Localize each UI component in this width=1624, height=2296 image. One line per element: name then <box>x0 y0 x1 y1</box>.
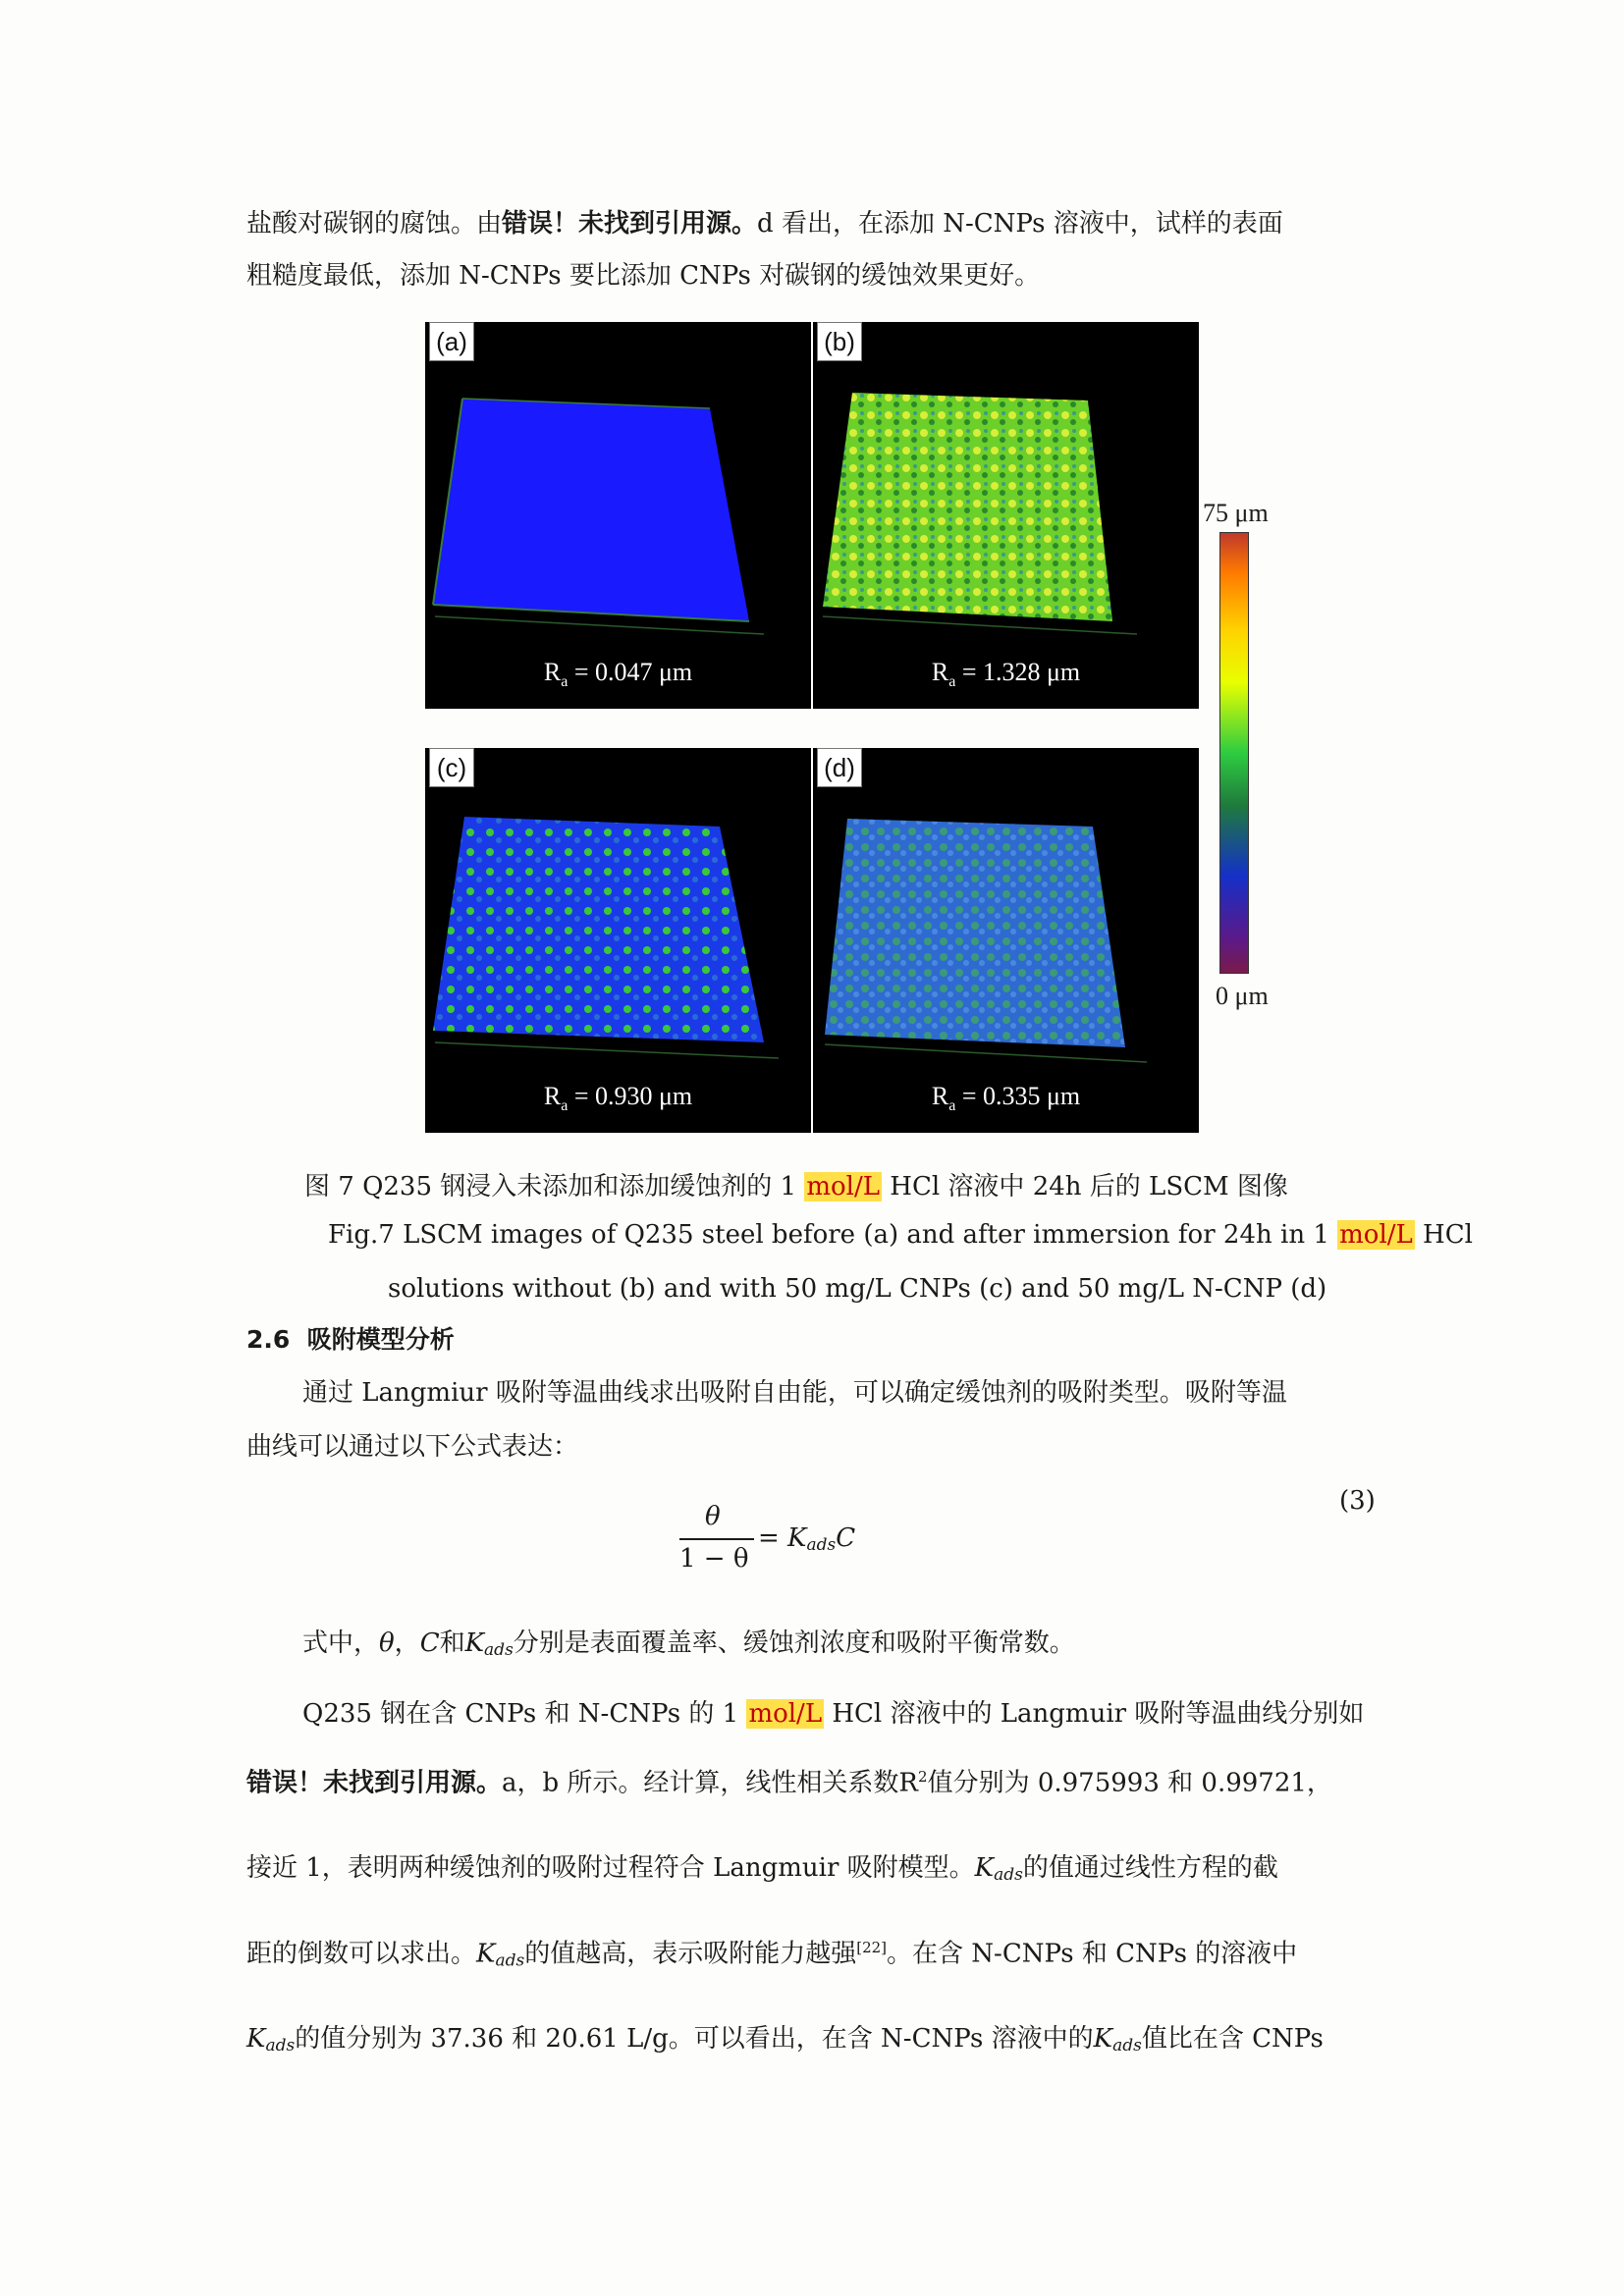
section-heading <box>246 1327 455 1352</box>
surface-plot-b <box>813 322 1199 709</box>
caption-english-2: solutions without (b) and with 50 mg/L CNPs (c) and 50 mg/L N-CNP (d) <box>388 1274 1327 1304</box>
equation-denominator: 1 − θ <box>679 1544 749 1574</box>
paragraph-1-line-1: 通过 Langmiur 吸附等温曲线求出吸附自由能，可以确定缓蚀剂的吸附类型。吸附等温 <box>302 1378 1287 1408</box>
fraction-bar <box>679 1538 754 1540</box>
equation-number: (3) <box>1339 1486 1376 1516</box>
intro-text: 盐酸对碳钢的腐蚀。由 <box>246 209 503 239</box>
intro-line-2: 粗糙度最低，添加 N-CNPs 要比添加 CNPs 对碳钢的缓蚀效果更好。 <box>246 261 1041 291</box>
section-number: 2.6 <box>246 1325 291 1354</box>
roughness-label: $R_a = 1.328$ μm <box>931 657 1081 690</box>
panel-d <box>813 748 1199 1133</box>
equation-numerator: θ <box>705 1502 721 1531</box>
surface-plot-a <box>425 322 811 709</box>
ref-error-text: 错误！未找到引用源。 <box>502 209 758 239</box>
colorbar-max-label: 75 μm <box>1203 499 1269 527</box>
roughness-label: $R_a = 0.930$ μm <box>543 1081 693 1114</box>
colorbar-min-label: 0 μm <box>1216 982 1269 1010</box>
panel-a <box>425 322 811 709</box>
panel-c <box>425 748 811 1133</box>
panel-label: (d) <box>817 748 862 787</box>
panel-label: (b) <box>817 322 862 361</box>
colorbar <box>1219 532 1249 974</box>
intro-text: d 看出，在添加 N-CNPs 溶液中，试样的表面 <box>757 209 1283 239</box>
panel-b <box>813 322 1199 709</box>
caption-english-1: Fig.7 LSCM images of Q235 steel before (a) and after immersion for 24h in 1 mol/L HCl <box>328 1220 1473 1250</box>
paragraph-1-line-2: 曲线可以通过以下公式表达： <box>246 1432 579 1462</box>
section-title: 吸附模型分析 <box>306 1325 455 1354</box>
roughness-label: $R_a = 0.335$ μm <box>931 1081 1081 1114</box>
panel-label: (a) <box>429 322 474 361</box>
equation-rhs: = $K_{ads}C$ <box>758 1523 856 1555</box>
surface-plot-d <box>813 748 1199 1133</box>
surface-plot-c <box>425 748 811 1133</box>
ref-error-text: 错误！未找到引用源。 <box>246 1768 503 1798</box>
paragraph-2-line-5: $K_{ads}$的值分别为 37.36 和 20.61 L/g。可以看出，在含 N-CNPs 溶液中的$K_{ads}$值比在含 CNPs <box>246 2024 1324 2056</box>
roughness-label: $R_a = 0.047$ μm <box>543 657 693 690</box>
panel-label: (c) <box>429 748 474 787</box>
paragraph-2-line-3: 接近 1，表明两种缓蚀剂的吸附过程符合 Langmuir 吸附模型。$K_{ads}$的值通过线性方程的截 <box>246 1853 1278 1885</box>
caption-chinese: 图 7 Q235 钢浸入未添加和添加缓蚀剂的 1 mol/L HCl 溶液中 24h 后的 LSCM 图像 <box>304 1172 1288 1201</box>
where-line: 式中，θ，C和$K_{ads}$分别是表面覆盖率、缓蚀剂浓度和吸附平衡常数。 <box>302 1629 1075 1660</box>
paragraph-2-line-2: 错误！未找到引用源。a，b 所示。经计算，线性相关系数$R^2$值分别为 0.975993 和 0.99721， <box>246 1768 1332 1798</box>
paragraph-2-line-4: 距的倒数可以求出。$K_{ads}$的值越高，表示吸附能力越强[22]。在含 N-CNPs 和 CNPs 的溶液中 <box>246 1939 1298 1971</box>
paragraph-2-line-1: Q235 钢在含 CNPs 和 N-CNPs 的 1 mol/L HCl 溶液中的 Langmuir 吸附等温曲线分别如 <box>302 1699 1365 1729</box>
